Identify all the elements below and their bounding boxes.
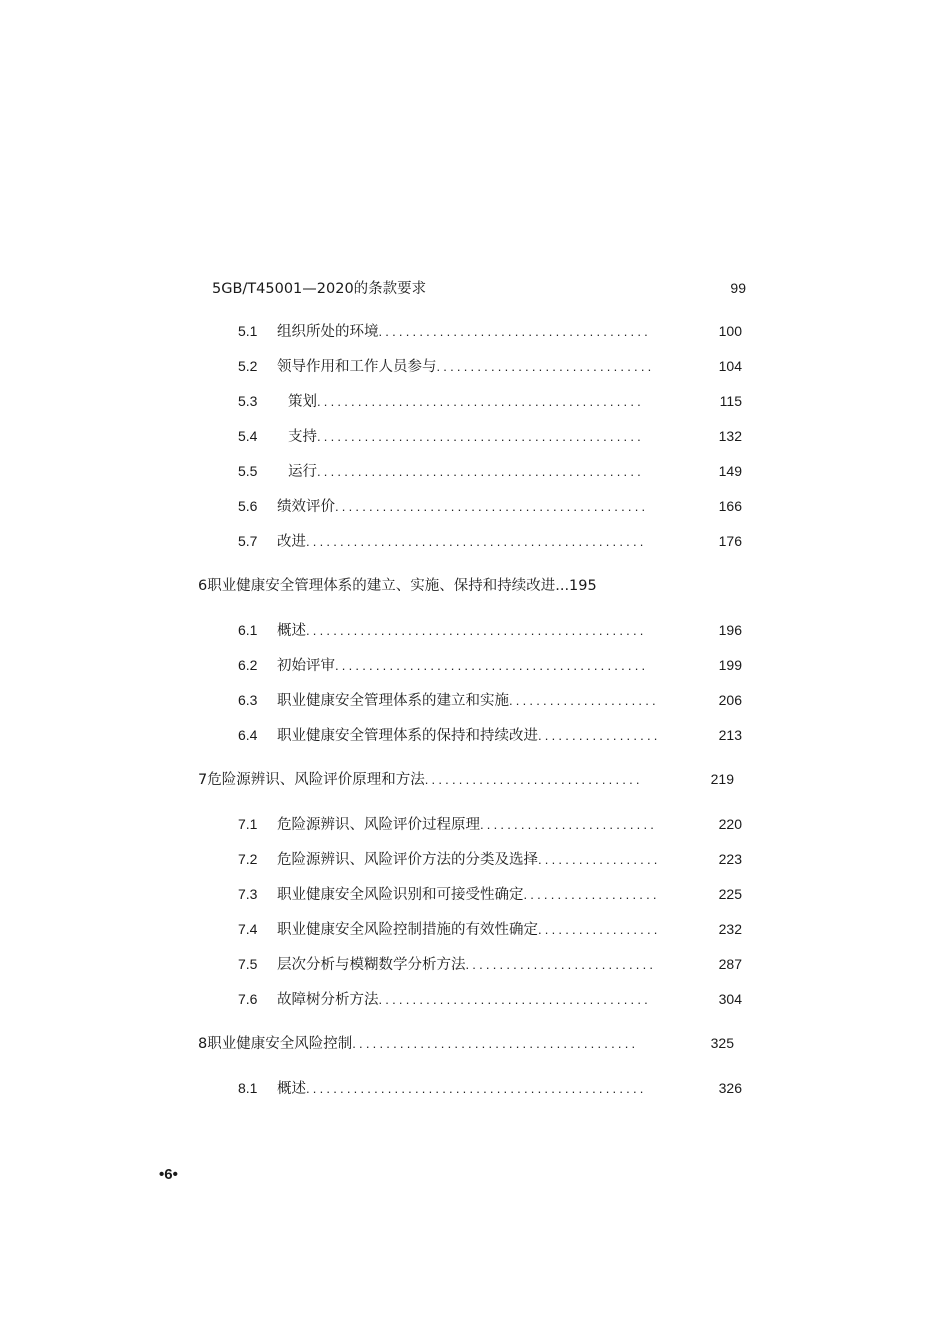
toc-entry: [238, 849, 742, 870]
toc-leader-dots: ................................: [436, 359, 655, 374]
toc-page-number: 199: [718, 657, 742, 673]
toc-entry-title: 领导作用和工作人员参与: [277, 359, 437, 375]
toc-entry-number: 5.5: [238, 463, 258, 479]
toc-entry: [238, 725, 742, 746]
toc-entry: [238, 531, 742, 552]
toc-entry: [238, 814, 742, 835]
toc-entry-number: 5.4: [238, 428, 258, 444]
toc-leader-dots: ................................................: [317, 394, 644, 409]
toc-chapter-title: 7危险源辨识、风险评价原理和方法: [198, 772, 425, 788]
toc-entry-number: 6.3: [238, 692, 258, 708]
toc-entry-number: 7.6: [238, 991, 258, 1007]
toc-entry-title: 初始评审: [277, 658, 335, 674]
toc-entry-title: 危险源辨识、风险评价过程原理: [277, 817, 480, 833]
toc-page-number: 223: [718, 851, 742, 867]
toc-page-number: 115: [719, 393, 742, 409]
toc-entry-number: 6.2: [238, 657, 258, 673]
toc-entry-title: 职业健康安全风险识别和可接受性确定: [277, 887, 524, 903]
toc-leader-dots: ..............................................: [335, 499, 649, 514]
toc-page-number: 196: [718, 622, 742, 638]
toc-leader-dots: ..................: [538, 852, 661, 867]
toc-page-number: 304: [718, 991, 742, 1007]
toc-entry-number: 5.3: [238, 393, 258, 409]
toc-entry: [238, 620, 742, 641]
toc-leader-dots: ....................: [523, 887, 660, 902]
toc-entry-number: 5.6: [238, 498, 258, 514]
toc-entry-title: 支持: [288, 429, 317, 445]
toc-entry: [238, 954, 742, 975]
toc-entry-title: 概述: [277, 1081, 306, 1097]
toc-page-number: 99: [730, 280, 746, 296]
toc-leader-dots: ........................................: [378, 324, 651, 339]
toc-page-number: 219: [710, 771, 734, 787]
toc-entry-number: 5.7: [238, 533, 258, 549]
toc-entry: [238, 356, 742, 377]
toc-page-number: 176: [718, 533, 742, 549]
toc-page-number: 225: [718, 886, 742, 902]
toc-entry-number: 5.2: [238, 358, 258, 374]
toc-entry-number: 8.1: [238, 1080, 258, 1096]
toc-entry: [238, 461, 742, 482]
toc-entry-title: 危险源辨识、风险评价方法的分类及选择: [277, 852, 538, 868]
toc-entry-title: 改进: [277, 534, 306, 550]
toc-page-number: 326: [718, 1080, 742, 1096]
toc-entry-title: 职业健康安全管理体系的保持和持续改进: [277, 728, 538, 744]
toc-chapter-title: 6职业健康安全管理体系的建立、实施、保持和持续改进...195: [198, 578, 597, 594]
toc-entry-number: 7.4: [238, 921, 258, 937]
toc-page-number: 166: [718, 498, 742, 514]
toc-chapter-6: [198, 576, 597, 596]
toc-leader-dots: ..................: [538, 728, 661, 743]
toc-chapter-title: 5GB/T45001—2020的条款要求: [212, 281, 427, 297]
toc-entry-number: 6.1: [238, 622, 258, 638]
toc-page-number: 287: [718, 956, 742, 972]
toc-page-number: 149: [718, 463, 742, 479]
toc-chapter-5: [212, 278, 746, 299]
toc-page-number: 220: [718, 816, 742, 832]
toc-page-number: 325: [710, 1035, 734, 1051]
toc-entry: [238, 321, 742, 342]
toc-entry-number: 6.4: [238, 727, 258, 743]
toc-leader-dots: ..................................................: [306, 1081, 647, 1096]
toc-entry: [238, 655, 742, 676]
toc-leader-dots: ..............................................: [335, 658, 649, 673]
toc-leader-dots: ..................................................: [306, 534, 647, 549]
toc-page-number: 213: [718, 727, 742, 743]
toc-leader-dots: ..................: [538, 922, 661, 937]
toc-entry-title: 运行: [288, 464, 317, 480]
toc-entry-title: 层次分析与模糊数学分析方法: [277, 957, 466, 973]
toc-entry-title: 组织所处的环境: [277, 324, 379, 340]
toc-entry: [238, 884, 742, 905]
toc-page-number: 132: [718, 428, 742, 444]
toc-entry: [238, 989, 742, 1010]
toc-entry: [238, 391, 742, 412]
toc-page-number: 206: [718, 692, 742, 708]
toc-page-number: 100: [718, 323, 742, 339]
toc-entry-number: 7.2: [238, 851, 258, 867]
toc-entry-number: 5.1: [238, 323, 258, 339]
page-folio: •6•: [159, 1166, 178, 1183]
toc-leader-dots: ..........................................: [352, 1036, 639, 1051]
toc-entry-title: 绩效评价: [277, 499, 335, 515]
toc-leader-dots: ......................: [509, 693, 659, 708]
toc-entry-number: 7.3: [238, 886, 258, 902]
toc-chapter-7: [198, 769, 734, 790]
toc-page-number: 104: [718, 358, 742, 374]
toc-entry-title: 概述: [277, 623, 306, 639]
toc-entry-number: 7.1: [238, 816, 258, 832]
toc-entry: [238, 690, 742, 711]
toc-leader-dots: ................................: [424, 772, 643, 787]
toc-entry: [238, 1078, 742, 1099]
toc-entry-number: 7.5: [238, 956, 258, 972]
toc-leader-dots: ............................: [465, 957, 657, 972]
toc-entry-title: 职业健康安全管理体系的建立和实施: [277, 693, 509, 709]
toc-page-number: 232: [718, 921, 742, 937]
toc-chapter-title: 8职业健康安全风险控制: [198, 1036, 353, 1052]
toc-leader-dots: ........................................: [378, 992, 651, 1007]
toc-leader-dots: ..........................: [480, 817, 658, 832]
toc-entry-title: 职业健康安全风险控制措施的有效性确定: [277, 922, 538, 938]
toc-entry-title: 故障树分析方法: [277, 992, 379, 1008]
toc-entry: [238, 919, 742, 940]
toc-entry: [238, 426, 742, 447]
toc-leader-dots: ................................................: [317, 464, 644, 479]
toc-leader-dots: ..................................................: [306, 623, 647, 638]
toc-leader-dots: ................................................: [317, 429, 644, 444]
toc-entry: [238, 496, 742, 517]
toc-chapter-8: [198, 1033, 734, 1054]
toc-entry-title: 策划: [288, 394, 317, 410]
